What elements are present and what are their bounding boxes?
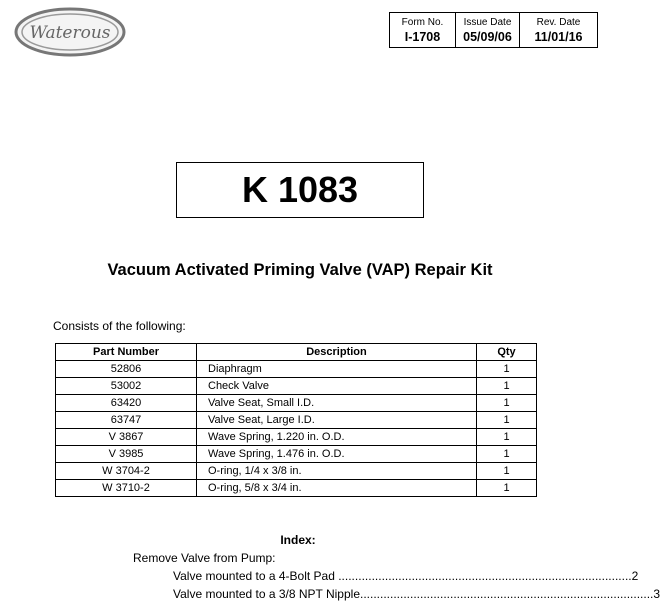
rev-date-label: Rev. Date — [536, 16, 581, 28]
table-row — [56, 395, 537, 412]
part-number-cell: W 3704-2 — [56, 463, 197, 480]
index-heading: Index: — [280, 533, 316, 547]
table-row — [56, 463, 537, 480]
part-number-cell: V 3867 — [56, 429, 197, 446]
qty-cell: 1 — [477, 463, 537, 480]
svg-text:Waterous: Waterous — [29, 23, 111, 43]
part-number-cell: 52806 — [56, 361, 197, 378]
waterous-logo — [14, 7, 126, 57]
index-item[interactable]: Valve mounted to a 3/8 NPT Nipple ........................................................................................ 3 — [173, 587, 660, 601]
description-cell: O-ring, 5/8 x 3/4 in. — [197, 480, 477, 497]
description-cell: Wave Spring, 1.220 in. O.D. — [197, 429, 477, 446]
index-item-label: Valve mounted to a 4-Bolt Pad — [173, 569, 335, 583]
part-number-cell: 53002 — [56, 378, 197, 395]
table-row — [56, 480, 537, 497]
kit-number: K 1083 — [176, 162, 424, 218]
col-qty: Qty — [477, 344, 537, 361]
table-row — [56, 429, 537, 446]
issue-date-cell — [456, 13, 520, 47]
col-description: Description — [197, 344, 477, 361]
table-row — [56, 361, 537, 378]
form-number-label: Form No. — [401, 16, 444, 28]
index-section: Remove Valve from Pump: — [133, 551, 276, 565]
part-number-cell: 63420 — [56, 395, 197, 412]
qty-cell: 1 — [477, 361, 537, 378]
table-row — [56, 412, 537, 429]
index-item-label: Valve mounted to a 3/8 NPT Nipple — [173, 587, 360, 601]
part-number-cell: V 3985 — [56, 446, 197, 463]
qty-cell: 1 — [477, 429, 537, 446]
qty-cell: 1 — [477, 395, 537, 412]
qty-cell: 1 — [477, 446, 537, 463]
form-info-box — [389, 12, 598, 48]
description-cell: Valve Seat, Small I.D. — [197, 395, 477, 412]
description-cell: Check Valve — [197, 378, 477, 395]
description-cell: Valve Seat, Large I.D. — [197, 412, 477, 429]
qty-cell: 1 — [477, 378, 537, 395]
qty-cell: 1 — [477, 480, 537, 497]
qty-cell: 1 — [477, 412, 537, 429]
col-part-number: Part Number — [56, 344, 197, 361]
form-number: I-1708 — [404, 29, 441, 44]
form-number-cell — [390, 13, 456, 47]
rev-date-cell — [520, 13, 597, 47]
index-item[interactable]: Valve mounted to a 4-Bolt Pad ........................................................................................ 2 — [173, 569, 639, 583]
table-row — [56, 378, 537, 395]
index-item-page: 3 — [653, 587, 660, 601]
description-cell: Diaphragm — [197, 361, 477, 378]
table-row — [56, 446, 537, 463]
consists-label: Consists of the following: — [53, 319, 186, 333]
rev-date: 11/01/16 — [534, 29, 583, 44]
issue-date-label: Issue Date — [463, 16, 512, 28]
index-item-page: 2 — [631, 569, 639, 583]
page-title: Vacuum Activated Priming Valve (VAP) Repair Kit — [107, 261, 493, 279]
table-header-row — [56, 344, 537, 361]
description-cell: O-ring, 1/4 x 3/8 in. — [197, 463, 477, 480]
part-number-cell: W 3710-2 — [56, 480, 197, 497]
issue-date: 05/09/06 — [463, 29, 512, 44]
parts-table — [55, 343, 537, 497]
part-number-cell: 63747 — [56, 412, 197, 429]
description-cell: Wave Spring, 1.476 in. O.D. — [197, 446, 477, 463]
